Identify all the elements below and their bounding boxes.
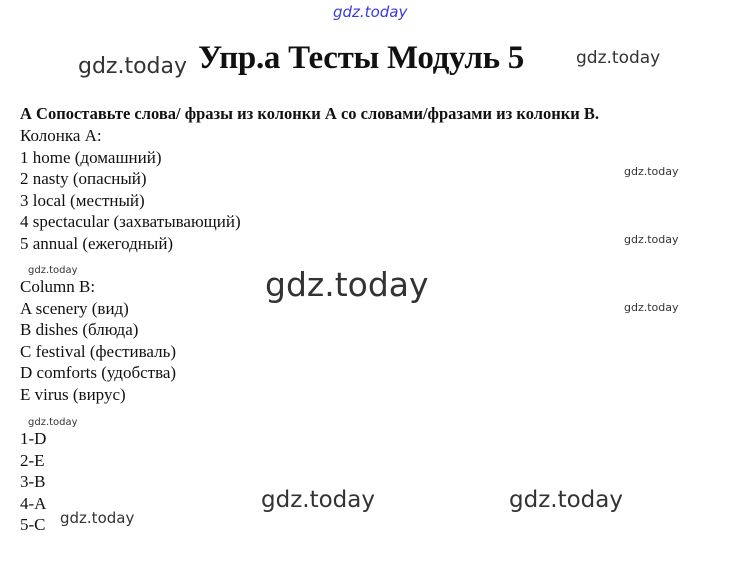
- column-b-heading: Column B:: [20, 277, 96, 296]
- watermark-right-1: gdz.today: [624, 165, 679, 178]
- column-a: [20, 125, 241, 255]
- column-b-item: C festival (фестиваль): [20, 341, 176, 361]
- answer-item: 2-E: [20, 450, 45, 470]
- watermark-left-small-2: gdz.today: [28, 417, 78, 428]
- column-b-item: D comforts (удобства): [20, 363, 177, 383]
- page-title: Упр.а Тесты Модуль 5: [198, 40, 524, 76]
- watermark-left-small-1: gdz.today: [28, 265, 78, 276]
- column-a-item: 2 nasty (опасный): [20, 169, 147, 189]
- watermark-center-big: gdz.today: [265, 265, 429, 304]
- answer-list: [20, 428, 46, 536]
- watermark-title-right: gdz.today: [576, 48, 661, 68]
- answer-item: 4-A: [20, 493, 47, 513]
- column-a-item: 3 local (местный): [20, 190, 145, 210]
- watermark-bottom-mid-1: gdz.today: [261, 487, 375, 513]
- column-b-item: B dishes (блюда): [20, 320, 139, 340]
- watermark-right-3: gdz.today: [624, 301, 679, 314]
- watermark-right-2: gdz.today: [624, 233, 679, 246]
- watermark-title-left: gdz.today: [78, 54, 188, 79]
- answer-item: 1-D: [20, 429, 47, 448]
- answer-item: 5-C: [20, 515, 46, 535]
- column-a-item: 1 home (домашний): [20, 147, 162, 167]
- column-b-item: E virus (вирус): [20, 384, 126, 404]
- column-b-item: A scenery (вид): [20, 298, 129, 318]
- column-a-heading: Колонка А:: [20, 126, 102, 145]
- watermark-bottom-mid-2: gdz.today: [509, 487, 623, 513]
- exercise-instruction: А Сопоставьте слова/ фразы из колонки А со словами/фразами из колонки В.: [20, 104, 600, 123]
- answer-item: 3-B: [20, 472, 46, 492]
- watermark-bottom-small: gdz.today: [60, 509, 135, 527]
- column-a-item: 5 annual (ежегодный): [20, 233, 174, 253]
- column-b: [20, 276, 176, 406]
- column-a-item: 4 spectacular (захватывающий): [20, 212, 241, 232]
- watermark-top: gdz.today: [333, 3, 408, 21]
